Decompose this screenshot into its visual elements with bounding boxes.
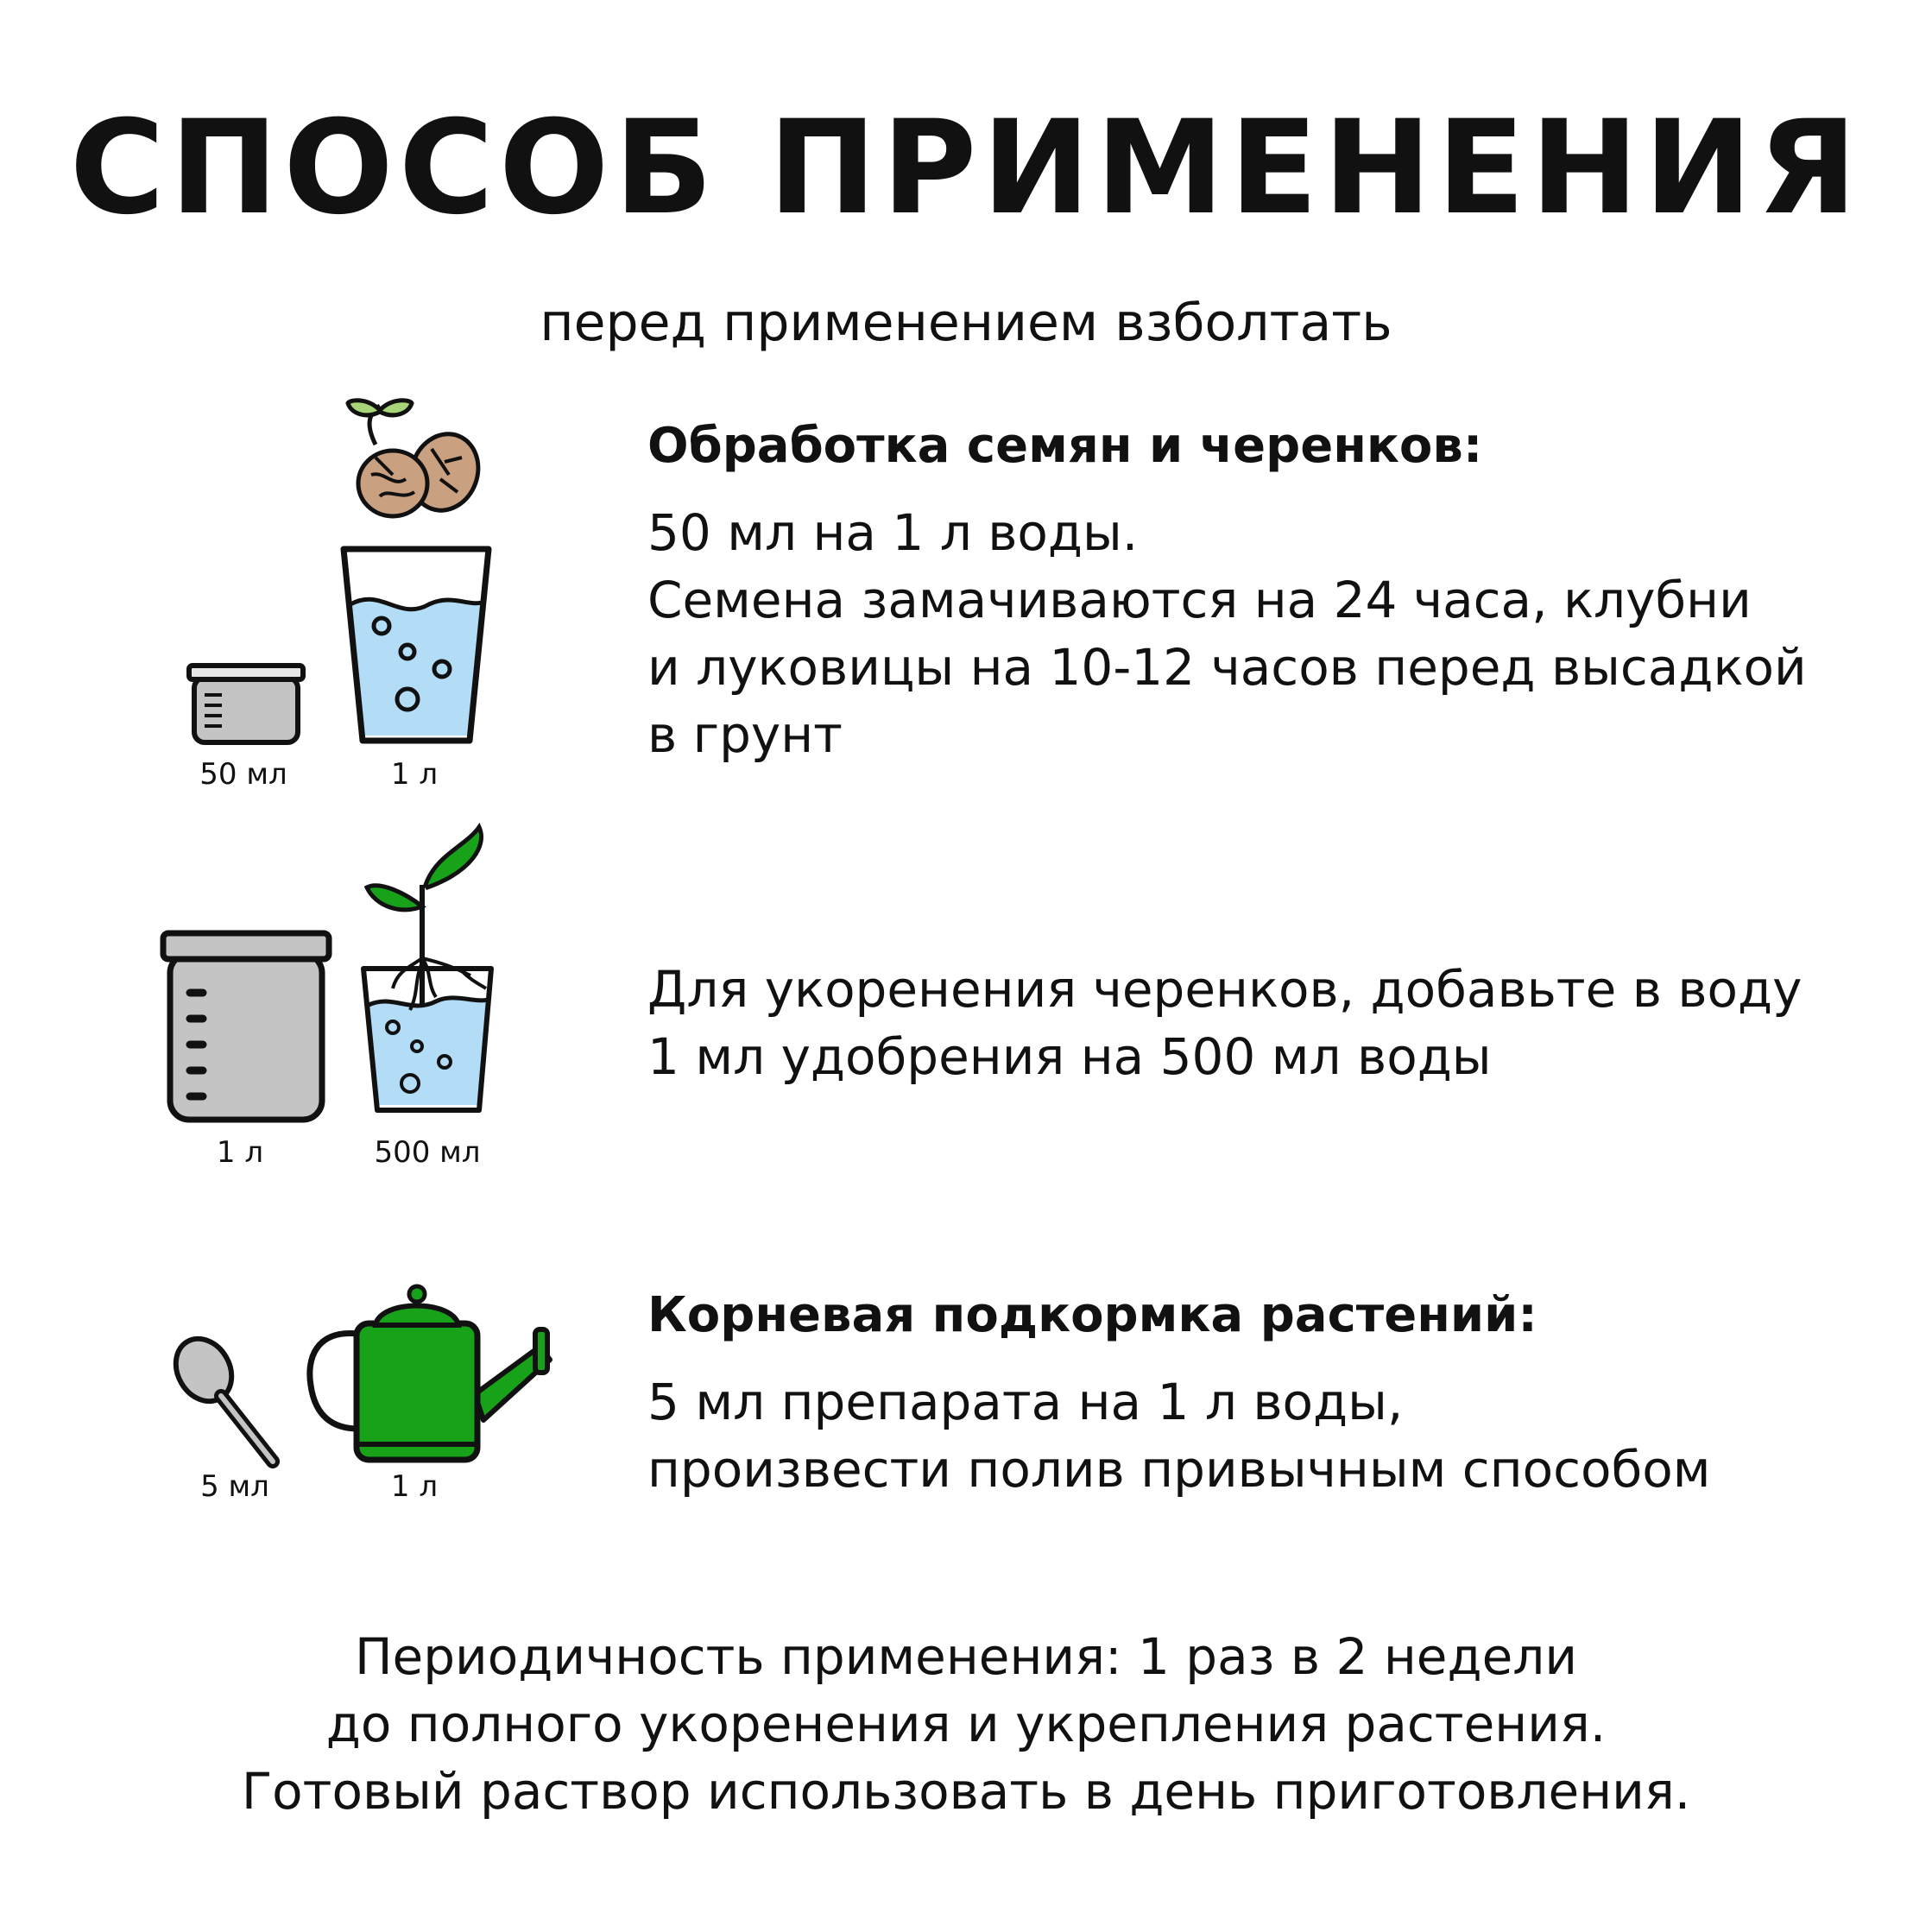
text-line: и луковицы на 10-12 часов перед высадкой [647, 638, 1807, 697]
footer-line: Периодичность применения: 1 раз в 2 недели [354, 1627, 1578, 1686]
caption-500ml: 500 мл [374, 1135, 481, 1170]
page-title: СПОСОБ ПРИМЕНЕНИЯ [69, 93, 1863, 243]
page-subtitle: перед применением взболтать [540, 293, 1392, 353]
footer-line: Готовый раствор использовать в день приготовления. [241, 1762, 1691, 1821]
spoon-icon [171, 1334, 283, 1472]
text-line: Для укоренения черенков, добавьте в воду [647, 960, 1803, 1019]
watering-can-icon [306, 1282, 557, 1468]
caption-1l: 1 л [390, 757, 439, 792]
frequency-note [0, 1623, 1932, 1825]
text-line: в грунт [647, 705, 843, 764]
section-body-seeds [647, 499, 1807, 768]
section-body-rooting [647, 956, 1802, 1090]
section-heading-seeds: Обработка семян и черенков: [647, 418, 1483, 474]
seeds-sprout-icon [341, 393, 483, 522]
caption-5ml: 5 мл [200, 1469, 269, 1504]
large-measuring-jug-icon [160, 928, 332, 1127]
text-line: 50 мл на 1 л воды. [647, 503, 1139, 562]
text-line: Семена замачиваются на 24 часа, клубни [647, 571, 1752, 629]
measuring-cup-icon [186, 660, 306, 747]
caption-50ml: 50 мл [199, 757, 287, 792]
cutting-in-glass-icon [358, 820, 496, 1122]
text-line: произвести полив привычным способом [647, 1440, 1711, 1499]
caption-1l: 1 л [390, 1469, 439, 1504]
section-body-root-feeding [647, 1368, 1710, 1503]
text-line: 1 мл удобрения на 500 мл воды [647, 1027, 1492, 1086]
section-heading-root-feeding: Корневая подкормка растений: [647, 1287, 1537, 1343]
footer-line: до полного укоренения и укрепления растения. [325, 1695, 1607, 1753]
water-glass-icon [338, 544, 494, 747]
caption-1l: 1 л [216, 1135, 264, 1170]
text-line: 5 мл препарата на 1 л воды, [647, 1373, 1404, 1431]
